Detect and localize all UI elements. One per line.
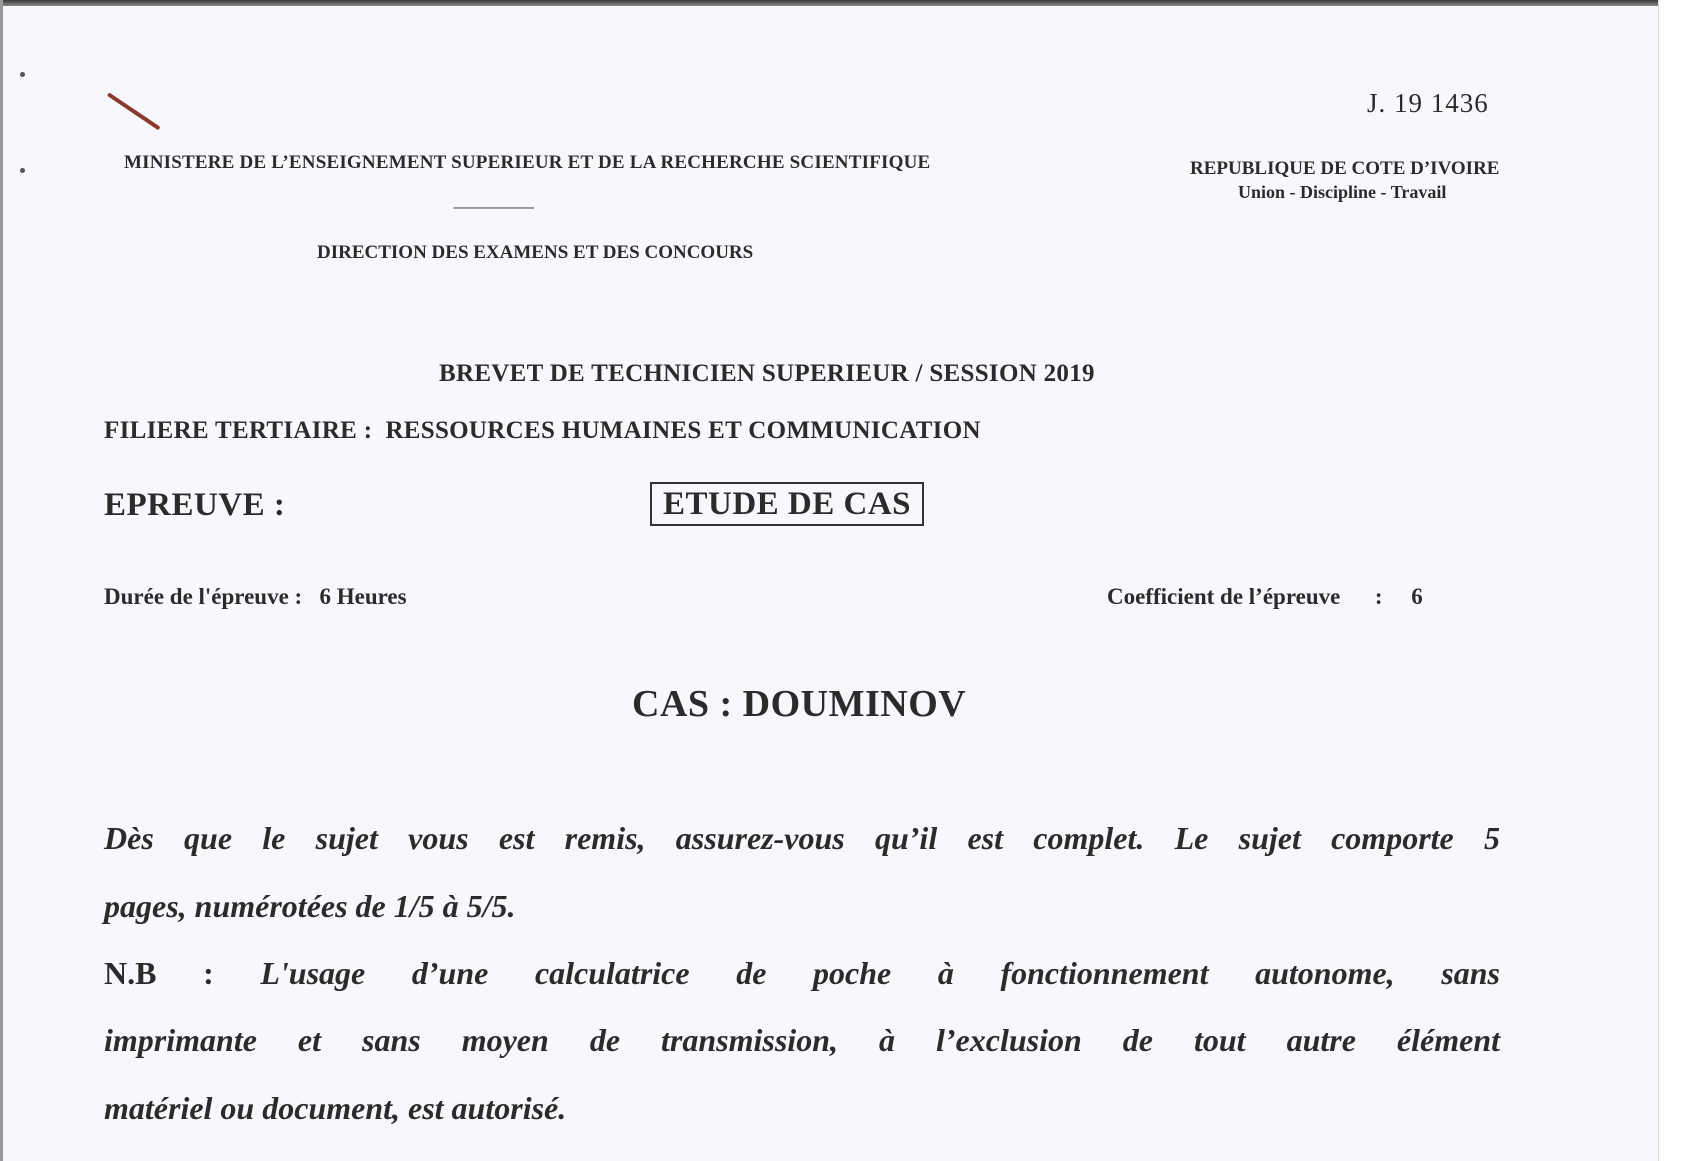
duration-line [104, 584, 407, 610]
duration-value: 6 Heures [319, 584, 407, 609]
scan-top-edge [0, 0, 1700, 6]
pen-mark [107, 92, 161, 130]
ministry-heading: MINISTERE DE L’ENSEIGNEMENT SUPERIEUR ET DE LA RECHERCHE SCIENTIFIQUE [124, 152, 931, 173]
coefficient-line [1107, 584, 1423, 610]
instruction-line: imprimante et sans moyen de transmission, à l’exclusion de tout autre élément [104, 1022, 1500, 1058]
direction-heading: DIRECTION DES EXAMENS ET DES CONCOURS [317, 242, 754, 263]
epreuve-label: EPREUVE : [104, 487, 286, 523]
coefficient-value: 6 [1411, 584, 1423, 609]
filiere-line [104, 417, 981, 445]
national-motto: Union - Discipline - Travail [1238, 182, 1447, 202]
filiere-label: FILIERE TERTIAIRE : [104, 417, 373, 444]
epreuve-value: ETUDE DE CAS [662, 486, 912, 522]
duration-label: Durée de l'épreuve : [104, 584, 303, 609]
scan-left-edge [0, 0, 3, 1161]
nb-line [104, 955, 1500, 992]
nb-text: L'usage d’une calculatrice de poche à fonctionnement autonome, sans [260, 955, 1501, 991]
coefficient-label: Coefficient de l’épreuve [1107, 584, 1341, 609]
scan-right-margin [1658, 0, 1700, 1161]
instruction-line: Dès que le sujet vous est remis, assurez-vous qu’il est complet. Le sujet comporte 5 [104, 820, 1500, 856]
case-title: CAS : DOUMINOV [632, 683, 967, 725]
filiere-value: RESSOURCES HUMAINES ET COMMUNICATION [385, 417, 981, 444]
nb-label: N.B : [104, 955, 214, 991]
scan-speck [20, 72, 25, 77]
instruction-line: matériel ou document, est autorisé. [104, 1090, 567, 1126]
republic-heading: REPUBLIQUE DE COTE D’IVOIRE [1190, 158, 1500, 179]
scan-speck [20, 168, 25, 173]
instruction-line: pages, numérotées de 1/5 à 5/5. [104, 888, 516, 924]
coefficient-separator: : [1374, 584, 1383, 609]
document-reference: J. 19 1436 [1367, 88, 1489, 118]
exam-title: BREVET DE TECHNICIEN SUPERIEUR / SESSION 2019 [439, 360, 1095, 387]
header-separator: ---------------------- [453, 200, 534, 215]
epreuve-box [650, 482, 924, 526]
